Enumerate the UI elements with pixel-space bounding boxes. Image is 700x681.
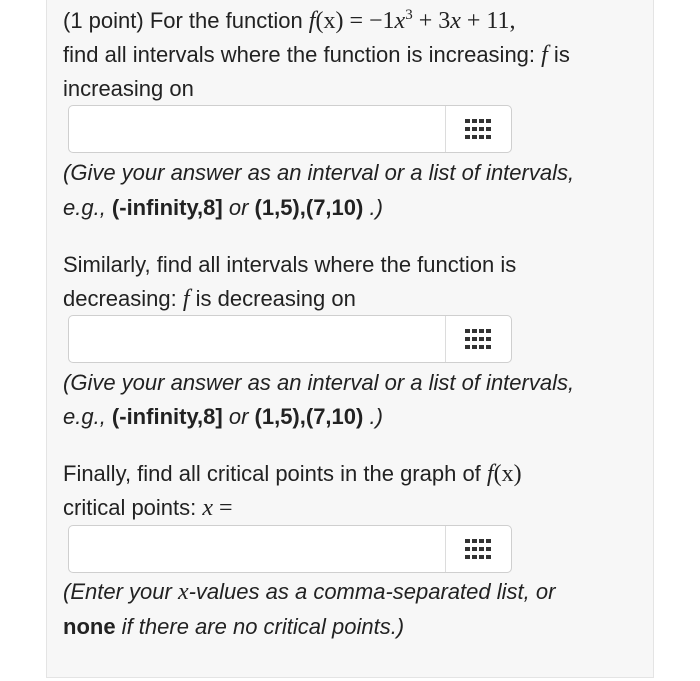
decreasing-input[interactable] [71,318,445,360]
hint-1-line-1: (Give your answer as an interval or a list of intervals, [63,160,575,185]
hint-2-line-1: (Give your answer as an interval or a list of intervals, [63,370,575,395]
hint-2-line-2: e.g., (-infinity,8] or (1,5),(7,10) .) [63,404,383,429]
question-1-line-1: (1 point) For the function $f(x) = -1x^3 + 3x + 11$, [63,7,516,34]
critical-points-input[interactable] [71,528,445,570]
question-3-line-1: Finally, find all critical points in the graph of f(x) [63,461,522,487]
increasing-answer-box [68,105,512,153]
increasing-input[interactable] [71,108,445,150]
hint-3-line-2: none if there are no critical points.) [63,614,405,639]
grid-icon [465,329,491,349]
hint-3-line-1: (Enter your x-values as a comma-separated list, or [63,579,556,605]
equation-editor-button[interactable] [446,526,511,572]
grid-icon [465,539,491,559]
question-1-line-3: increasing on [63,76,194,101]
equation-editor-button[interactable] [446,316,511,362]
question-2-line-1: Similarly, find all intervals where the function is [63,252,517,277]
question-1-line-2: find all intervals where the function is increasing: f is [63,42,570,68]
grid-icon [465,119,491,139]
hint-1-line-2: e.g., (-infinity,8] or (1,5),(7,10) .) [63,195,383,220]
question-2-line-2: decreasing: f is decreasing on [63,286,356,312]
decreasing-answer-box [68,315,512,363]
critical-points-answer-box [68,525,512,573]
equation-editor-button[interactable] [446,106,511,152]
question-3-line-2: critical points: x = [63,495,233,521]
